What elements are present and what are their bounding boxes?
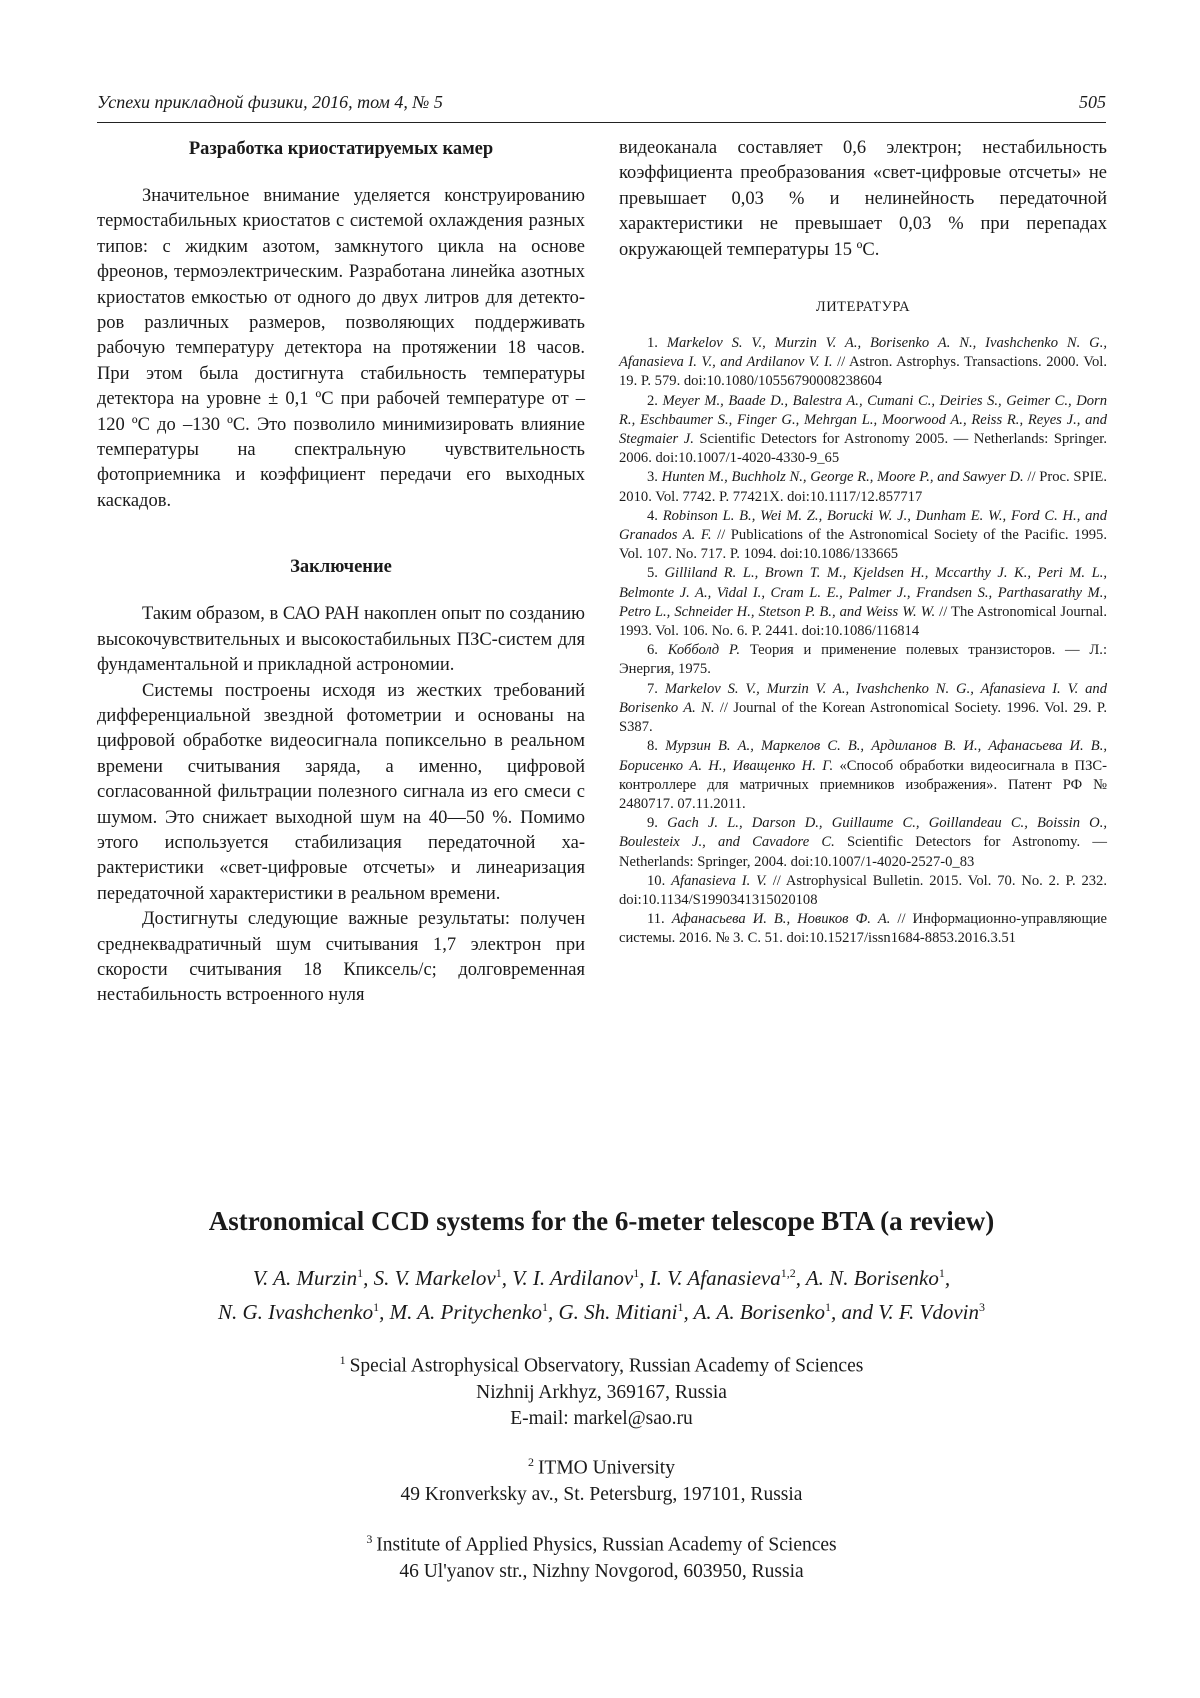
reference-number: 4. [647,507,663,524]
reference-authors: Meyer M., Baade D., Balestra A., Cumani C., Deiries S., Geimer C., Dorn R., Eschbaumer S., Finger G., Mehrgan L., Moorwood A., Reiss R., Reyes J., and Stegmaier J. [619,392,1108,448]
reference-item [619,641,1107,679]
author-separator: , [547,1300,559,1324]
reference-details: Scientific Detectors for Astronomy 2005. — Netherlands: Springer. 2006. doi:10.1007/1-4020-4330-9_65 [619,431,1107,467]
reference-item [619,680,1107,738]
affiliation-marker: 1 [495,1266,502,1280]
reference-item [619,814,1107,872]
reference-item [619,737,1107,814]
running-header [97,92,1106,123]
affiliation-marker: 1 [633,1266,640,1280]
author-name: S. V. Markelov [373,1266,496,1290]
affiliation-line [97,1559,1106,1585]
reference-item [619,392,1107,469]
reference-authors: Hunten M., Buchholz N., George R., Moore P., and Sawyer D. [661,469,1024,486]
references-title: ЛИТЕРАТУРА [815,299,911,316]
reference-item [619,910,1107,948]
conclusion-continuation: видеоканала составляет 0,6 электрон; нестабильность коэффициента преобразования «свет-цифровые отсчеты» не превышает 0,03 % и нелинейность передаточной характеристики не превышает 0,03 % при перепадах окружающей температуры 15 ºС. [619,138,1107,260]
reference-number: 7. [647,680,665,697]
affiliation-text: Nizhnij Arkhyz, 369167, Russia [476,1381,727,1403]
reference-number: 10. [647,872,672,889]
page-number: 505 [1079,92,1106,112]
author-separator: , and [831,1300,879,1324]
affiliation-text: Institute of Applied Physics, Russian Academy of Sciences [376,1534,837,1556]
affiliation-marker: 1 [357,1266,364,1280]
affiliation-line [97,1449,1106,1482]
section-title-cryostats: Разработка криостатируемых камер [188,139,494,159]
reference-number: 8. [647,738,666,755]
author-separator: , [363,1266,374,1290]
affiliation-marker: 1 [373,1300,380,1314]
author-name: I. V. Afanasieva [649,1266,781,1290]
reference-authors: Afanasieva I. V. [671,872,767,889]
affiliation-1 [97,1347,1106,1432]
reference-authors: Gach J. L., Darson D., Guillaume C., Goillandeau C., Boissin O., Boulesteix J., and Cavadore C. [619,815,1107,851]
right-column [619,136,1107,949]
reference-details: // Journal of the Korean Astronomical Society. 1996. Vol. 29. P. S387. [619,699,1107,736]
reference-details: // Информационно-управляющие системы. 2016. № 3. С. 51. doi:10.15217/issn1684-8853.2016.3.51 [619,911,1107,947]
author-name: V. A. Murzin [252,1266,358,1290]
english-author-list [97,1259,1106,1327]
affiliation-marker: 1 [825,1300,832,1314]
reference-details: // Proc. SPIE. 2010. Vol. 7742. P. 77421X. doi:10.1117/12.857717 [619,469,1107,505]
affiliation-text: 49 Kronverksky av., St. Petersburg, 197101, Russia [400,1483,803,1505]
reference-details: «Способ обработки видеосигнала в ПЗС-контроллере для матричных приемников изображения». Патент РФ № 2480717. 07.11.2011. [619,757,1107,812]
affiliation-line [97,1347,1106,1380]
author-name: A. A. Borisenko [693,1300,826,1324]
reference-number: 5. [647,565,665,582]
affiliation-number: 3 [366,1532,373,1546]
affiliation-text: E-mail: markel@sao.ru [510,1407,693,1429]
author-separator: , [944,1266,951,1290]
reference-details: // Astron. Astrophys. Transactions. 2000. Vol. 19. P. 579. doi:10.1080/10556790008238604 [619,354,1108,390]
affiliation-marker: 1 [541,1300,548,1314]
affiliation-line [97,1526,1106,1559]
reference-item [619,468,1107,506]
reference-details: // Astrophysical Bulletin. 2015. Vol. 70. No. 2. P. 232. doi:10.1134/S1990341315020108 [619,872,1107,908]
reference-details: // The Astronomical Journal. 1993. Vol. 106. No. 6. P. 2441. doi:10.1086/116814 [619,603,1107,640]
affiliation-line [97,1380,1106,1406]
author-name: V. I. Ardilanov [512,1266,634,1290]
reference-details: Scientific Detectors for Astronomy. — Netherlands: Springer, 2004. doi:10.1007/1-4020-2527-0_83 [619,834,1107,870]
cryostats-paragraph: Значительное внимание уделяется конструированию термостабильных криостатов с системой охлаждения разных типов: с жидким азотом, замкнутого цикла на основе фреонов, термоэлектрическим. Разработана линейка азотных криостатов емкостью от одного до двух литров для детекторов различных размеров, позволяющих поддерживать рабочую температуру детектора на протяжении 18 часов. При этом была достигнута стабильность температуры детектора на уровне ± 0,1 ºС при рабочей температуре от –120 ºС до –130 ºС. Это позволило минимизировать влияние температуры на спектральную чувствительность фотоприемника и коэффициент передачи его выходных каскадов. [97,186,585,511]
affiliation-number: 1 [339,1353,346,1367]
reference-number: 1. [647,335,667,352]
english-title: Astronomical CCD systems for the 6-meter telescope BTA (a review) [208,1206,995,1236]
author-name: G. Sh. Mitiani [558,1300,678,1324]
reference-number: 2. [647,392,663,409]
author-separator: , [639,1266,650,1290]
reference-number: 3. [647,469,662,486]
reference-authors: Афанасьева И. В., Новиков Ф. А. [671,911,891,928]
reference-item [619,564,1107,641]
affiliation-marker: 1,2 [780,1266,796,1280]
affiliation-line [97,1482,1106,1508]
reference-item [619,507,1107,565]
author-name: M. A. Pritychenko [389,1300,542,1324]
author-separator: , [501,1266,513,1290]
affiliation-marker: 1 [677,1300,684,1314]
author-name: N. G. Ivashchenko [217,1300,374,1324]
author-name: A. N. Borisenko [805,1266,939,1290]
section-title-conclusion: Заключение [290,557,392,578]
reference-item [619,334,1107,392]
affiliation-2 [97,1449,1106,1508]
reference-authors: Gilliland R. L., Brown T. M., Kjeldsen H., Mccarthy J. K., Peri M. L., Belmonte J. A., Vidal I., Cram L. E., Palmer J., Frandsen S., Parthasarathy M., Petro L., Schneider H., Stetson P. B., and Weiss W. W. [619,565,1107,620]
affiliation-line [97,1406,1106,1432]
author-separator: , [379,1300,390,1324]
author-name: V. F. Vdovin [878,1300,980,1324]
left-column [97,136,585,1009]
reference-list [619,334,1107,949]
reference-number: 6. [647,642,668,659]
affiliation-marker: 3 [979,1300,986,1314]
reference-authors: Кобболд Р. [667,642,741,659]
affiliation-text: ITMO University [537,1457,675,1479]
journal-citation: Успехи прикладной физики, 2016, том 4, № 5 [97,92,443,112]
reference-authors: Markelov S. V., Murzin V. A., Ivashchenko N. G., Afanasieva I. V. and Borisenko A. N. [619,680,1108,716]
reference-number: 9. [647,815,668,832]
conclusion-paragraph-3: Достигнуты следующие важные результаты: получен среднеквадратичный шум считывания 1,7 электрон при скорости считывания 18 Кпиксель/с; долговременная нестабильность встроенного нуля [97,909,585,1006]
author-separator: , [683,1300,694,1324]
conclusion-paragraph-2: Системы построены исходя из жестких требований дифференциальной звездной фотометрии и основаны на цифровой обработке видеосигнала попиксельно в реальном времени считывания заряда, а именно, цифровой согласованной фильтрации полезного сигнала из его смеси с шумом. Это снижает выходной шум на 40—50 %. Помимо этого используется стабилизация передаточной характеристики «свет-цифровые отсчеты» и линеаризация передаточной характеристики в реальном времени. [97,680,585,904]
reference-authors: Markelov S. V., Murzin V. A., Borisenko A. N., Ivashchenko N. G., Afanasieva I. V., and Ardilanov V. I. [619,335,1107,371]
reference-details: // Publications of the Astronomical Society of the Pacific. 1995. Vol. 107. No. 717. P. 1094. doi:10.1086/133665 [619,527,1107,563]
reference-authors: Robinson L. B., Wei M. Z., Borucki W. J., Dunham E. W., Ford C. H., and Granados A. F. [619,507,1107,544]
affiliation-marker: 1 [938,1266,945,1280]
reference-details: Теория и применение полевых транзисторов. — Л.: Энергия, 1975. [619,642,1107,678]
affiliation-3 [97,1526,1106,1585]
conclusion-paragraph-1: Таким образом, в САО РАН накоплен опыт по созданию высокочувствительных и высокостабильных ПЗС-систем для фундаментальной и прикладной астрономии. [97,604,585,676]
reference-authors: Мурзин В. А., Маркелов С. В., Ардиланов В. И., Афанасьева И. В., Борисенко А. Н., Иващенко Н. Г. [619,738,1107,774]
author-separator: , [795,1266,806,1290]
reference-item [619,872,1107,910]
affiliation-number: 2 [528,1455,535,1469]
affiliation-text: Special Astrophysical Observatory, Russian Academy of Sciences [349,1355,864,1377]
affiliation-text: 46 Ul'yanov str., Nizhny Novgorod, 603950, Russia [399,1560,804,1582]
reference-number: 11. [647,911,672,928]
